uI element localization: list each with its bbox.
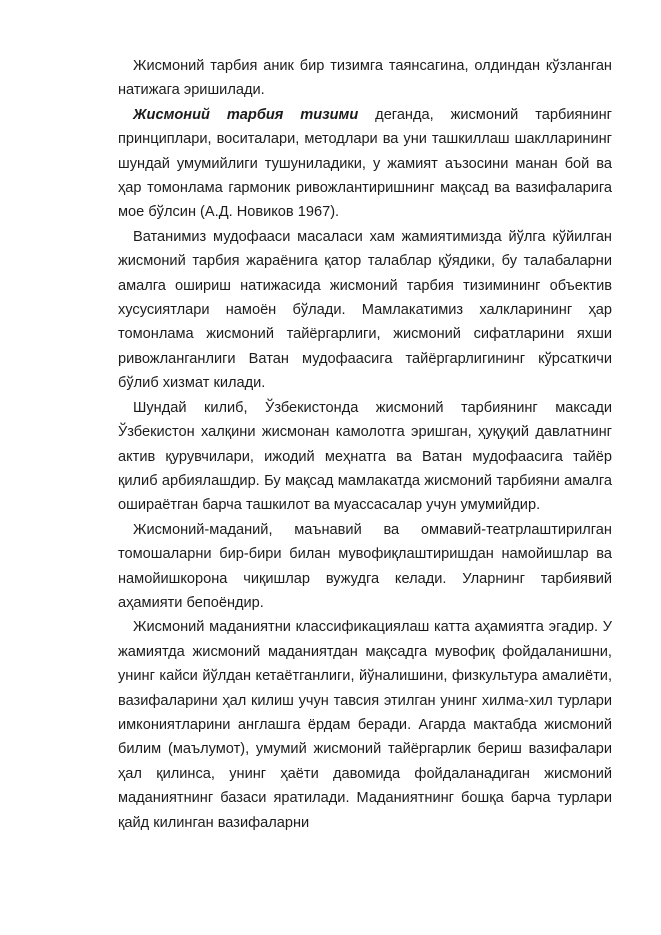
paragraph-1: Жисмоний тарбия аник бир тизимга таянсагина, олдиндан кўзланган натижага эришилади. [118, 58, 612, 99]
paragraph-5: Жисмоний-маданий, маънавий ва оммавий-театрлаштирилган томошаларни бир-бири билан мувофиқлаштиришдан намойишлар ва намойишкорона чиқишлар вужудга келади. Уларнинг тарбиявий аҳамияти бепоёндир. [118, 521, 612, 611]
paragraph-4: Шундай килиб, Ўзбекистонда жисмоний тарбиянинг максади Ўзбекистон халқини жисмонан камолотга эришган, ҳуқуқий давлатнинг актив қурувчилари, ижодий меҳнатга ва Ватан мудофаасига тайёр қилиб арбиялашдир. Бу мақсад мамлакатда жисмоний тарбияни амалга ошираётган барча ташкилот ва муассасалар учун умумийдир. [118, 399, 612, 514]
paragraph-2-body: деганда, жисмоний тарбиянинг принциплари, воситалари, методлари ва уни ташкиллаш шаклларининг шундай умумийлиги тушуниладики, у жамият аъзосини манан бой ва ҳар томонлама гармоник ривожлантиришнинг мақсад ва вазифаларига мое бўлсин (А.Д. Новиков 1967). [118, 106, 612, 221]
document-page [118, 54, 612, 835]
paragraph-2 [118, 103, 612, 225]
paragraph-6: Жисмоний маданиятни классификациялаш катта аҳамиятга эгадир. У жамиятда жисмоний маданиятдан мақсадга мувофиқ фойдаланишни, унинг кайси йўлдан кетаётганлиги, йўналишини, физкультура амалиёти, вазифаларини ҳал килиш учун тавсия этилган унинг хилма-хил турлари имкониятларини англашга ёрдам беради. Агарда мактабда жисмоний билим (маълумот), умумий жисмоний тайёргарлик бериш вазифалари ҳал қилинса, унинг ҳаёти давомида фойдаланадиган жисмоний маданиятнинг базаси яратилади. Маданиятнинг бошқа барча турлари қайд килинган вазифаларни [118, 619, 612, 831]
paragraph-3: Ватанимиз мудофааси масаласи хам жамиятимизда йўлга кўйилган жисмоний тарбия жараёнига қатор талаблар қўядики, бу талабаларни амалга ошириш натижасида жисмоний тарбия тизимининг объектив хусусиятлари намоён бўлади. Мамлакатимиз халкларининг ҳар томонлама жисмоний тайёргарлиги, жисмоний сифатларини яхши ривожланганлиги Ватан мудофаасига тайёргарлигининг кўрсаткичи бўлиб хизмат килади. [118, 228, 612, 392]
term-physical-education-system: Жисмоний тарбия тизими [133, 106, 359, 123]
